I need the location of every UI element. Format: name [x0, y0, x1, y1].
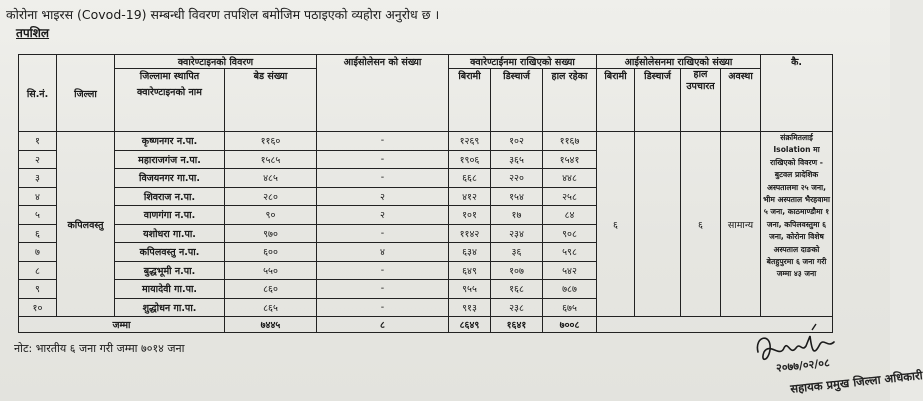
- header-q-current: हाल रहेका: [543, 69, 597, 132]
- cell-beds: २८०: [225, 187, 317, 206]
- cell-isolation: २: [317, 206, 449, 225]
- cell-i-discharge: [635, 132, 681, 317]
- signature-title: सहायक प्रमुख जिल्ला अधिकारी: [789, 368, 923, 396]
- cell-q-patient: ६६८: [449, 169, 491, 188]
- header-district: जिल्ला: [57, 55, 115, 132]
- cell-quarantine-name: शिवराज न.पा.: [115, 187, 225, 206]
- header-i-discharge: डिस्चार्ज: [635, 69, 681, 132]
- covid-data-table: [18, 54, 833, 333]
- cell-quarantine-name: विजयनगर गा.पा.: [115, 169, 225, 188]
- total-label: जम्मा: [19, 317, 225, 333]
- cell-sn: ६: [19, 224, 57, 243]
- cell-sn: १०: [19, 298, 57, 317]
- cell-quarantine-name: वाणगंगा न.पा.: [115, 206, 225, 225]
- cell-q-discharge: २२०: [491, 169, 543, 188]
- cell-sn: ३: [19, 169, 57, 188]
- cell-q-discharge: २३४: [491, 224, 543, 243]
- cell-quarantine-name: यशोधरा गा.पा.: [115, 224, 225, 243]
- cell-q-patient: १९०६: [449, 150, 491, 169]
- total-beds: ७४४५: [225, 317, 317, 333]
- cell-beds: ८६५: [225, 298, 317, 317]
- cell-beds: ५५०: [225, 261, 317, 280]
- cell-beds: १५८५: [225, 150, 317, 169]
- cell-sn: १: [19, 132, 57, 151]
- cell-q-current: ९०८: [543, 224, 597, 243]
- total-q-patient: ८६४९: [449, 317, 491, 333]
- header-bed-count: बेड संख्या: [225, 69, 317, 132]
- table-row: [19, 132, 833, 151]
- header-q-patient: बिरामी: [449, 69, 491, 132]
- cell-beds: ६००: [225, 243, 317, 262]
- cell-sn: ७: [19, 243, 57, 262]
- header-i-current: हाल उपचारत: [681, 69, 721, 132]
- cell-isolation: -: [317, 261, 449, 280]
- cell-beds: ११६०: [225, 132, 317, 151]
- cell-q-current: ७८७: [543, 280, 597, 299]
- cell-q-patient: ६४९: [449, 261, 491, 280]
- cell-q-current: ११६७: [543, 132, 597, 151]
- header-quarantine-kept-group: क्वारेण्टाईनमा राखिएको सख्या: [449, 55, 597, 69]
- cell-q-patient: ६३४: [449, 243, 491, 262]
- cell-q-patient: ९१३: [449, 298, 491, 317]
- cell-quarantine-name: महाराजगंज न.पा.: [115, 150, 225, 169]
- cell-sn: ४: [19, 187, 57, 206]
- header-remarks: कै.: [761, 55, 833, 132]
- details-subheading: तपशिल: [16, 26, 50, 40]
- cell-q-current: ५९८: [543, 243, 597, 262]
- total-q-current: ७००८: [543, 317, 597, 333]
- cell-q-current: ६७५: [543, 298, 597, 317]
- cell-isolation: -: [317, 224, 449, 243]
- document-heading: कोरोना भाइरस (Covod-19) सम्बन्धी विवरण तपशिल बमोजिम पठाइएको व्यहोरा अनुरोध छ ।: [6, 7, 440, 22]
- cell-remarks: संक्रमितलाई Isolation मा राखिएको विवरण - बुटवल प्रादेशिक अस्पतालमा २५ जना, भीम अस्पताल भैरहवामा ५ जना, काठमाण्डौमा १ जना, कपिलवस्तुमा ६ जना, कोरोना विशेष अस्पताल दाङको बेतहुपुरमा ६ जना गरी जम्मा ४३ जना: [761, 132, 833, 317]
- cell-q-current: ८४: [543, 206, 597, 225]
- total-q-discharge: १६४१: [491, 317, 543, 333]
- cell-isolation: -: [317, 298, 449, 317]
- header-isolation-count: आईसोलेसन को संख्या: [317, 55, 449, 132]
- cell-sn: ९: [19, 280, 57, 299]
- cell-q-current: ४४८: [543, 169, 597, 188]
- cell-quarantine-name: कृष्णनगर न.पा.: [115, 132, 225, 151]
- cell-beds: ९७०: [225, 224, 317, 243]
- cell-isolation: -: [317, 150, 449, 169]
- header-sn: सि.नं.: [19, 55, 57, 132]
- cell-q-current: ५४२: [543, 261, 597, 280]
- cell-q-patient: ४१२: [449, 187, 491, 206]
- header-quarantine-group: क्वारेण्टाइनको विवरण: [115, 55, 317, 69]
- cell-sn: ८: [19, 261, 57, 280]
- cell-q-discharge: २३८: [491, 298, 543, 317]
- cell-quarantine-name: मायादेवी गा.पा.: [115, 280, 225, 299]
- cell-q-discharge: १५४: [491, 187, 543, 206]
- header-i-patient: बिरामी: [597, 69, 635, 132]
- cell-quarantine-name: शुद्धोधन गा.पा.: [115, 298, 225, 317]
- cell-i-current: ६: [681, 132, 721, 317]
- signature-date: २०७७/०२/०८: [775, 356, 831, 375]
- cell-sn: २: [19, 150, 57, 169]
- cell-beds: ९०: [225, 206, 317, 225]
- cell-quarantine-name: बुद्धभूमी न.पा.: [115, 261, 225, 280]
- cell-q-patient: ९५५: [449, 280, 491, 299]
- cell-q-discharge: ३६५: [491, 150, 543, 169]
- cell-q-patient: १२६९: [449, 132, 491, 151]
- cell-beds: ८६०: [225, 280, 317, 299]
- cell-isolation: ४: [317, 243, 449, 262]
- cell-q-current: २५८: [543, 187, 597, 206]
- cell-q-discharge: १०२: [491, 132, 543, 151]
- cell-q-discharge: १७: [491, 206, 543, 225]
- cell-isolation: २: [317, 187, 449, 206]
- cell-q-discharge: १०७: [491, 261, 543, 280]
- cell-i-patient: ६: [597, 132, 635, 317]
- cell-isolation: -: [317, 169, 449, 188]
- cell-q-patient: १०१: [449, 206, 491, 225]
- cell-sn: ५: [19, 206, 57, 225]
- header-i-condition: अवस्था: [721, 69, 761, 132]
- cell-i-condition: सामान्य: [721, 132, 761, 317]
- total-row: [19, 317, 833, 333]
- cell-q-patient: ११४२: [449, 224, 491, 243]
- header-isolation-kept-group: आईसोलेसनमा राखिएको संख्या: [597, 55, 761, 69]
- cell-district: कपिलवस्तु: [57, 132, 115, 317]
- cell-q-discharge: १६८: [491, 280, 543, 299]
- header-q-discharge: डिस्चार्ज: [491, 69, 543, 132]
- cell-isolation: -: [317, 132, 449, 151]
- cell-quarantine-name: कपिलवस्तु न.पा.: [115, 243, 225, 262]
- cell-beds: ४८५: [225, 169, 317, 188]
- footnote: नोट: भारतीय ६ जना गरी जम्मा ७०१४ जना: [14, 342, 185, 355]
- cell-q-current: १५४१: [543, 150, 597, 169]
- header-quarantine-name: जिल्लामा स्थापित क्वारेण्टाइनको नाम: [115, 69, 225, 132]
- cell-isolation: -: [317, 280, 449, 299]
- total-isolation: ८: [317, 317, 449, 333]
- cell-q-discharge: ३६: [491, 243, 543, 262]
